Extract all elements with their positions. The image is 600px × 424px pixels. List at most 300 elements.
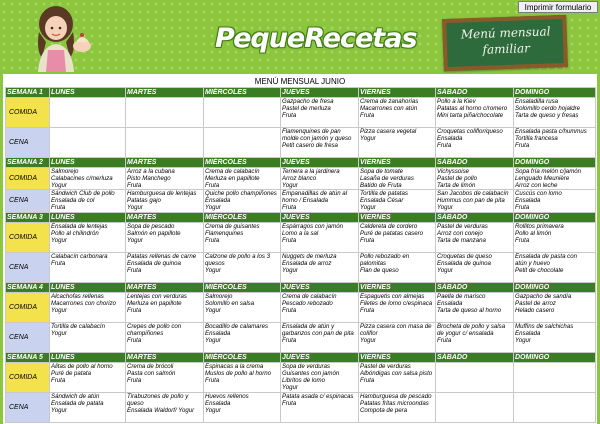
dish-line: Fruta	[127, 306, 142, 314]
day-header: MIÉRCOLES	[204, 282, 281, 292]
dish-line: Pescado rebozado	[282, 299, 333, 307]
menu-cell[interactable]	[204, 292, 281, 322]
dish-line: Arroz blanco	[282, 175, 317, 183]
dish-line: Arroz a la cubana	[127, 168, 175, 175]
dish-line: Pastel de pollo	[437, 175, 477, 183]
dish-line: Cuscús con lomo	[515, 190, 562, 198]
print-form-button[interactable]: Imprimir formulario	[518, 1, 598, 13]
dish-line: Fruta	[127, 376, 142, 384]
dish-line: Muslos de pollo al horno	[205, 369, 272, 377]
menu-cell[interactable]	[359, 322, 436, 352]
dish-line: Yogur	[360, 204, 376, 212]
menu-cell[interactable]	[281, 222, 359, 252]
dish-line: Patatas rellenas de carne	[127, 252, 197, 260]
menu-cell[interactable]	[359, 362, 436, 392]
chef-girl-icon	[12, 2, 100, 72]
meal-label-comida: COMIDA	[6, 292, 50, 322]
dish-line: champiñones	[127, 329, 164, 337]
dish-line: Calzone de pollo a los 3	[205, 252, 271, 260]
week-header-row	[6, 282, 596, 292]
dish-line: Arroz con leche	[515, 182, 558, 190]
dish-line: Hummus con pan de pita	[437, 197, 505, 205]
day-header: MIÉRCOLES	[204, 88, 281, 98]
menu-cell[interactable]	[126, 190, 204, 212]
dish-line: coliflor	[360, 329, 378, 337]
dish-line: Yogur	[282, 182, 298, 190]
dish-line: Sopa de pescado	[127, 222, 175, 230]
dish-line: Petit de chocolate	[515, 266, 564, 274]
dish-line: Fruta	[437, 142, 452, 150]
menu-cell[interactable]	[281, 322, 359, 352]
day-header: LUNES	[50, 212, 126, 222]
menu-cell[interactable]	[204, 98, 281, 128]
menu-cell[interactable]	[436, 98, 514, 128]
dish-line: Ensaladilla rusa	[515, 98, 559, 105]
dish-line: atún y huevo	[515, 259, 550, 267]
menu-cell[interactable]	[436, 222, 514, 252]
dish-line: Pollo rebozado en	[360, 252, 410, 260]
menu-cell[interactable]	[204, 168, 281, 190]
dish-line: San Jacobos de calabacín	[437, 190, 509, 198]
menu-sheet	[3, 74, 597, 424]
week-label: SEMANA 3	[6, 212, 50, 222]
dish-line: Fruta	[282, 336, 297, 344]
day-header: LUNES	[50, 88, 126, 98]
meal-row-comida	[6, 168, 596, 190]
day-header: MARTES	[126, 212, 204, 222]
menu-cell[interactable]	[126, 98, 204, 128]
menu-cell[interactable]	[126, 222, 204, 252]
day-header: MARTES	[126, 352, 204, 362]
dish-line: Yogur	[127, 204, 143, 212]
dish-line: Ensalada	[205, 329, 231, 337]
day-header: SÁBADO	[436, 282, 514, 292]
dish-line: Paella de marisco	[437, 292, 486, 300]
day-header: DOMINGO	[514, 282, 596, 292]
day-header: SÁBADO	[436, 88, 514, 98]
dish-line: Pizza casera con masa de	[360, 322, 432, 330]
dish-line: Yogur	[205, 406, 221, 414]
dish-line: Brocheta de pollo y salsa	[437, 322, 506, 330]
menu-cell[interactable]	[50, 392, 126, 422]
dish-line: Arroz con conejo	[437, 229, 483, 237]
dish-line: Ensalada de arroz	[282, 259, 332, 267]
menu-cell[interactable]	[204, 252, 281, 282]
dish-line: Tortilla de calabacín	[51, 322, 105, 330]
dish-line: Ensalada de pasta con	[515, 252, 577, 260]
menu-cell[interactable]	[359, 292, 436, 322]
meal-row-cena	[6, 252, 596, 282]
dish-line: Bocadillo de calamares	[205, 322, 269, 330]
dish-line: palomitas	[360, 259, 387, 267]
menu-cell[interactable]	[514, 168, 596, 190]
dish-line: Caldereta de cordero	[360, 222, 418, 230]
dish-line: Yogur	[51, 329, 67, 337]
menu-cell[interactable]	[281, 392, 359, 422]
dish-line: Yogur	[205, 306, 221, 314]
day-header: MARTES	[126, 88, 204, 98]
menu-cell[interactable]	[436, 362, 514, 392]
menu-cell[interactable]	[126, 128, 204, 158]
dish-line: Ensalada de atún y	[282, 322, 335, 330]
dish-line: Fruta	[515, 204, 530, 212]
day-header: VIERNES	[359, 282, 436, 292]
menu-cell[interactable]	[204, 392, 281, 422]
day-header: MIÉRCOLES	[204, 352, 281, 362]
week-header-row	[6, 352, 596, 362]
week-label: SEMANA 2	[6, 158, 50, 168]
dish-line: Tortilla de patatas	[360, 190, 408, 198]
dish-line: Yogur	[51, 182, 67, 190]
menu-cell[interactable]	[514, 362, 596, 392]
day-header: DOMINGO	[514, 88, 596, 98]
day-header: LUNES	[50, 352, 126, 362]
dish-line: Pasta con salmón	[127, 369, 176, 377]
dish-line: Pollo al chilindrón	[51, 229, 99, 237]
dish-line: Ensalada	[437, 299, 463, 307]
dish-line: Fruta	[282, 236, 297, 244]
dish-line: Yogur	[51, 406, 67, 414]
menu-cell[interactable]	[436, 168, 514, 190]
dish-line: Yogur	[205, 336, 221, 344]
dish-line: Ensalada de patata	[51, 399, 104, 407]
day-header: JUEVES	[281, 282, 359, 292]
week-header-row	[6, 158, 596, 168]
dish-line: Patatas al horno c/romero	[437, 105, 508, 113]
dish-line: Salmorejo	[51, 168, 79, 175]
dish-line: Albóndigas con salsa pisto	[360, 369, 433, 377]
dish-line: Puré de patatas casero	[360, 229, 424, 237]
day-header: JUEVES	[281, 88, 359, 98]
menu-cell[interactable]	[281, 362, 359, 392]
menu-cell[interactable]	[359, 252, 436, 282]
menu-cell[interactable]	[50, 292, 126, 322]
meal-row-cena	[6, 322, 596, 352]
dish-line: Ensalada de col	[51, 197, 95, 205]
dish-line: Crema de brócoli	[127, 362, 174, 370]
meal-row-comida	[6, 222, 596, 252]
menu-cell[interactable]	[436, 392, 514, 422]
day-header: LUNES	[50, 282, 126, 292]
dish-line: Fruta	[282, 399, 297, 407]
dish-line: Fruta	[127, 336, 142, 344]
week-header-row	[6, 88, 596, 98]
dish-line: Sándwich de atún	[51, 392, 100, 400]
menu-cell[interactable]	[436, 252, 514, 282]
meal-label-comida: COMIDA	[6, 362, 50, 392]
week-label: SEMANA 1	[6, 88, 50, 98]
dish-line: Yogur	[282, 383, 298, 391]
menu-cell[interactable]	[514, 322, 596, 352]
menu-cell[interactable]	[281, 98, 359, 128]
dish-line: Merluza en papillote	[205, 175, 260, 183]
dish-line: Fruta	[51, 204, 66, 212]
dish-line: Ensalada César	[360, 197, 404, 205]
dish-line: Patatas fritas microondas	[360, 399, 429, 407]
dish-line: Yogur	[282, 266, 298, 274]
dish-line: Libritos de lomo	[282, 376, 326, 384]
day-header: VIERNES	[359, 158, 436, 168]
dish-line: Flamenquines	[205, 229, 244, 237]
dish-line: Alcachofas rellenas	[51, 292, 104, 300]
menu-cell[interactable]	[514, 392, 596, 422]
menu-cell[interactable]	[436, 322, 514, 352]
menu-cell[interactable]	[126, 362, 204, 392]
day-header: VIERNES	[359, 212, 436, 222]
day-header: JUEVES	[281, 352, 359, 362]
menu-cell[interactable]	[204, 322, 281, 352]
dish-line: Lenguado Meunière	[515, 175, 570, 183]
dish-line: Crema de guisantes	[205, 222, 260, 230]
menu-cell[interactable]	[281, 292, 359, 322]
day-header: SÁBADO	[436, 352, 514, 362]
menu-cell[interactable]	[514, 98, 596, 128]
menu-cell[interactable]	[436, 190, 514, 212]
day-header: LUNES	[50, 158, 126, 168]
dish-line: Calabacines c/merluza	[51, 175, 113, 183]
dish-line: Patatas gajo	[127, 197, 161, 205]
dish-line: Sopa fría melón c/jamón	[515, 168, 582, 175]
dish-line: Fruta	[360, 376, 375, 384]
dish-line: Espaguetis con almejas	[360, 292, 425, 300]
day-header: JUEVES	[281, 212, 359, 222]
menu-title: MENÚ MENSUAL JUNIO	[254, 77, 346, 86]
dish-line: Ensalada	[205, 197, 231, 205]
meal-row-cena	[6, 392, 596, 422]
dish-line: Yogur	[205, 266, 221, 274]
menu-cell[interactable]	[281, 252, 359, 282]
menu-cell[interactable]	[514, 222, 596, 252]
dish-line: Espárragos con jamón	[282, 222, 343, 230]
day-header: MARTES	[126, 282, 204, 292]
meal-row-comida	[6, 292, 596, 322]
dish-line: Yogur	[360, 135, 376, 143]
menu-cell[interactable]	[50, 168, 126, 190]
menu-cell[interactable]	[126, 322, 204, 352]
dish-line: Pollo al limón	[515, 229, 552, 237]
menu-cell[interactable]	[126, 168, 204, 190]
dish-line: Ensalada	[205, 399, 231, 407]
menu-cell[interactable]	[204, 128, 281, 158]
day-header: MIÉRCOLES	[204, 212, 281, 222]
menu-cell[interactable]	[204, 362, 281, 392]
meal-label-cena: CENA	[6, 128, 50, 158]
dish-line: Lomo a la sal	[282, 229, 319, 237]
dish-line: Ensalada de lentejas	[51, 222, 108, 230]
dish-line: Tirabuzones de pollo y	[127, 392, 189, 400]
menu-cell[interactable]	[359, 98, 436, 128]
menu-cell[interactable]	[281, 190, 359, 212]
dish-line: Pastel de verduras	[360, 362, 411, 370]
dish-line: molde con jamón y queso	[282, 135, 352, 143]
dish-line: Fruta	[360, 236, 375, 244]
menu-cell[interactable]	[281, 168, 359, 190]
menu-cell[interactable]	[204, 222, 281, 252]
dish-line: Sopa de verduras	[282, 362, 331, 370]
monthly-menu-table	[5, 87, 596, 423]
menu-cell[interactable]	[436, 292, 514, 322]
dish-line: Vichyssoise	[437, 168, 470, 175]
dish-line: Lasaña de verduras	[360, 175, 414, 183]
dish-line: Helado casero	[515, 306, 555, 314]
dish-line: Ensalada de quinoa	[437, 259, 491, 267]
meal-label-cena: CENA	[6, 252, 50, 282]
dish-line: Tarta de queso al horno	[437, 306, 502, 314]
dish-line: Crema de zanahorias	[360, 98, 419, 105]
dish-line: Solomillo cerdo hojaldre	[515, 105, 581, 113]
dish-line: Puré de patata	[51, 369, 91, 377]
menu-cell[interactable]	[50, 222, 126, 252]
dish-line: Merluza en papillote	[127, 299, 182, 307]
dish-line: Tortilla francesa	[515, 135, 558, 143]
day-header: DOMINGO	[514, 352, 596, 362]
dish-line: Ternera a la jardinera	[282, 168, 340, 175]
dish-line: Flamenquines de pan	[282, 128, 341, 135]
meal-label-cena: CENA	[6, 322, 50, 352]
week-label: SEMANA 5	[6, 352, 50, 362]
dish-line: Pisto Manchego	[127, 175, 171, 183]
dish-line: Solomillo en salsa	[205, 299, 255, 307]
dish-line: Guisantes con jamón	[282, 369, 340, 377]
dish-line: Ensalada	[437, 135, 463, 143]
dish-line: de yogur c/ ensalada	[437, 329, 494, 337]
dish-line: Gazpacho de fresa	[282, 98, 334, 105]
meal-label-cena: CENA	[6, 392, 50, 422]
menu-cell[interactable]	[359, 392, 436, 422]
dish-line: Pollo a la Kiev	[437, 98, 476, 105]
menu-cell[interactable]	[514, 292, 596, 322]
menu-cell[interactable]	[126, 392, 204, 422]
dish-line: Crepes de pollo con	[127, 322, 182, 330]
menu-cell[interactable]	[204, 190, 281, 212]
dish-line: Fruta	[205, 182, 220, 190]
dish-line: Sopa de tomate	[360, 168, 404, 175]
dish-line: Fruta	[282, 306, 297, 314]
dish-line: Hamburguesa de pescado	[360, 392, 432, 400]
meal-row-cena	[6, 190, 596, 212]
dish-line: Fruta	[205, 376, 220, 384]
dish-line: Flan de queso	[360, 266, 399, 274]
dish-line: Compota de pera	[360, 406, 408, 414]
chef-girl-illustration	[12, 2, 100, 72]
menu-cell[interactable]	[50, 322, 126, 352]
menu-cell[interactable]	[50, 98, 126, 128]
menu-cell[interactable]	[50, 362, 126, 392]
dish-line: Fruta	[360, 306, 375, 314]
menu-cell[interactable]	[514, 128, 596, 158]
menu-cell[interactable]	[514, 252, 596, 282]
dish-line: Alitas de pollo al horno	[51, 362, 113, 370]
menu-cell[interactable]	[359, 222, 436, 252]
menu-cell[interactable]	[359, 128, 436, 158]
day-header: MARTES	[126, 158, 204, 168]
meal-row-cena	[6, 128, 596, 158]
dish-line: Yogur	[437, 204, 453, 212]
dish-line: Huevos rellenos	[205, 392, 249, 400]
dish-line: Croquetas coliflor/queso	[437, 128, 503, 135]
dish-line: Ensalada de quinoa	[127, 259, 181, 267]
dish-line: Fruta	[51, 376, 66, 384]
dish-line: Croquetas de queso	[437, 252, 492, 260]
dish-line: Tarta de limón	[437, 182, 476, 190]
dish-line: Yogur	[51, 236, 67, 244]
dish-line: Ensalada	[515, 197, 541, 205]
meal-label-comida: COMIDA	[6, 222, 50, 252]
dish-line: Fruta	[127, 182, 142, 190]
dish-line: Yogur	[437, 266, 453, 274]
dish-line: garbanzos con pan de pita	[282, 329, 354, 337]
dish-line: Crema de calabacín	[282, 292, 337, 300]
dish-line: Mini tarta piña/chocolate	[437, 112, 504, 120]
meal-label-comida: COMIDA	[6, 168, 50, 190]
dish-line: Yogur	[51, 306, 67, 314]
dish-line: Filetes de lomo c/espinaca	[360, 299, 433, 307]
dish-line: Fruta	[437, 336, 452, 344]
dish-line: quesos	[205, 259, 225, 267]
dish-line: Tarta de queso y fresas	[515, 112, 579, 120]
site-logo[interactable]: PequeRecetas	[215, 23, 417, 54]
dish-line: Macarrones con atún	[360, 105, 418, 113]
dish-line: Fruta	[515, 236, 530, 244]
dish-line: queso	[127, 399, 144, 407]
dish-line: Tarta de manzana	[437, 236, 486, 244]
day-header: SÁBADO	[436, 212, 514, 222]
dish-line: Pastel de merluza	[282, 105, 331, 113]
dish-line: Espinacas a la crema	[205, 362, 264, 370]
meal-row-comida	[6, 98, 596, 128]
menu-cell[interactable]	[281, 128, 359, 158]
dish-line: Yogur	[205, 204, 221, 212]
day-header: DOMINGO	[514, 158, 596, 168]
menu-cell[interactable]	[50, 190, 126, 212]
meal-row-comida	[6, 362, 596, 392]
menu-cell[interactable]	[359, 168, 436, 190]
dish-line: Fruta	[127, 266, 142, 274]
menu-cell[interactable]	[359, 190, 436, 212]
menu-cell[interactable]	[436, 128, 514, 158]
dish-line: Ensalada Waldorf/ Yogur	[127, 406, 195, 414]
dish-line: Lentejas con verduras	[127, 292, 187, 300]
day-header: SÁBADO	[436, 158, 514, 168]
day-header: DOMINGO	[514, 212, 596, 222]
dish-line: Patata asada c/ espinacas	[282, 392, 354, 400]
dish-line: Gazpacho de sandía	[515, 292, 572, 300]
dish-line: Pastel de arroz	[515, 299, 556, 307]
dish-line: Fruta	[205, 236, 220, 244]
dish-line: Pizza casera vegetal	[360, 128, 417, 135]
menu-cell[interactable]	[126, 292, 204, 322]
dish-line: Pastel de verduras	[437, 222, 488, 230]
dish-line: Muffins de salchichas	[515, 322, 574, 330]
dish-line: Ensalada	[515, 329, 541, 337]
day-header: VIERNES	[359, 352, 436, 362]
dish-line: Ensalada pasta c/hummus	[515, 128, 587, 135]
menu-cell[interactable]	[50, 128, 126, 158]
dish-line: Salmón en papillote	[127, 229, 181, 237]
menu-cell[interactable]	[126, 252, 204, 282]
dish-line: horno / Ensalada	[282, 197, 329, 205]
menu-cell[interactable]	[514, 190, 596, 212]
dish-line: Sándwich Club de pollo	[51, 190, 115, 198]
dish-line: Nuggets de merluza	[282, 252, 337, 260]
menu-cell[interactable]	[50, 252, 126, 282]
dish-line: Fruta	[282, 204, 297, 212]
meal-label-comida: COMIDA	[6, 98, 50, 128]
dish-line: Salmorejo	[205, 292, 233, 300]
dish-line: Quiche pollo champiñones	[205, 190, 277, 198]
page-header	[0, 0, 600, 72]
dish-line: Macarrones con chorizo	[51, 299, 117, 307]
